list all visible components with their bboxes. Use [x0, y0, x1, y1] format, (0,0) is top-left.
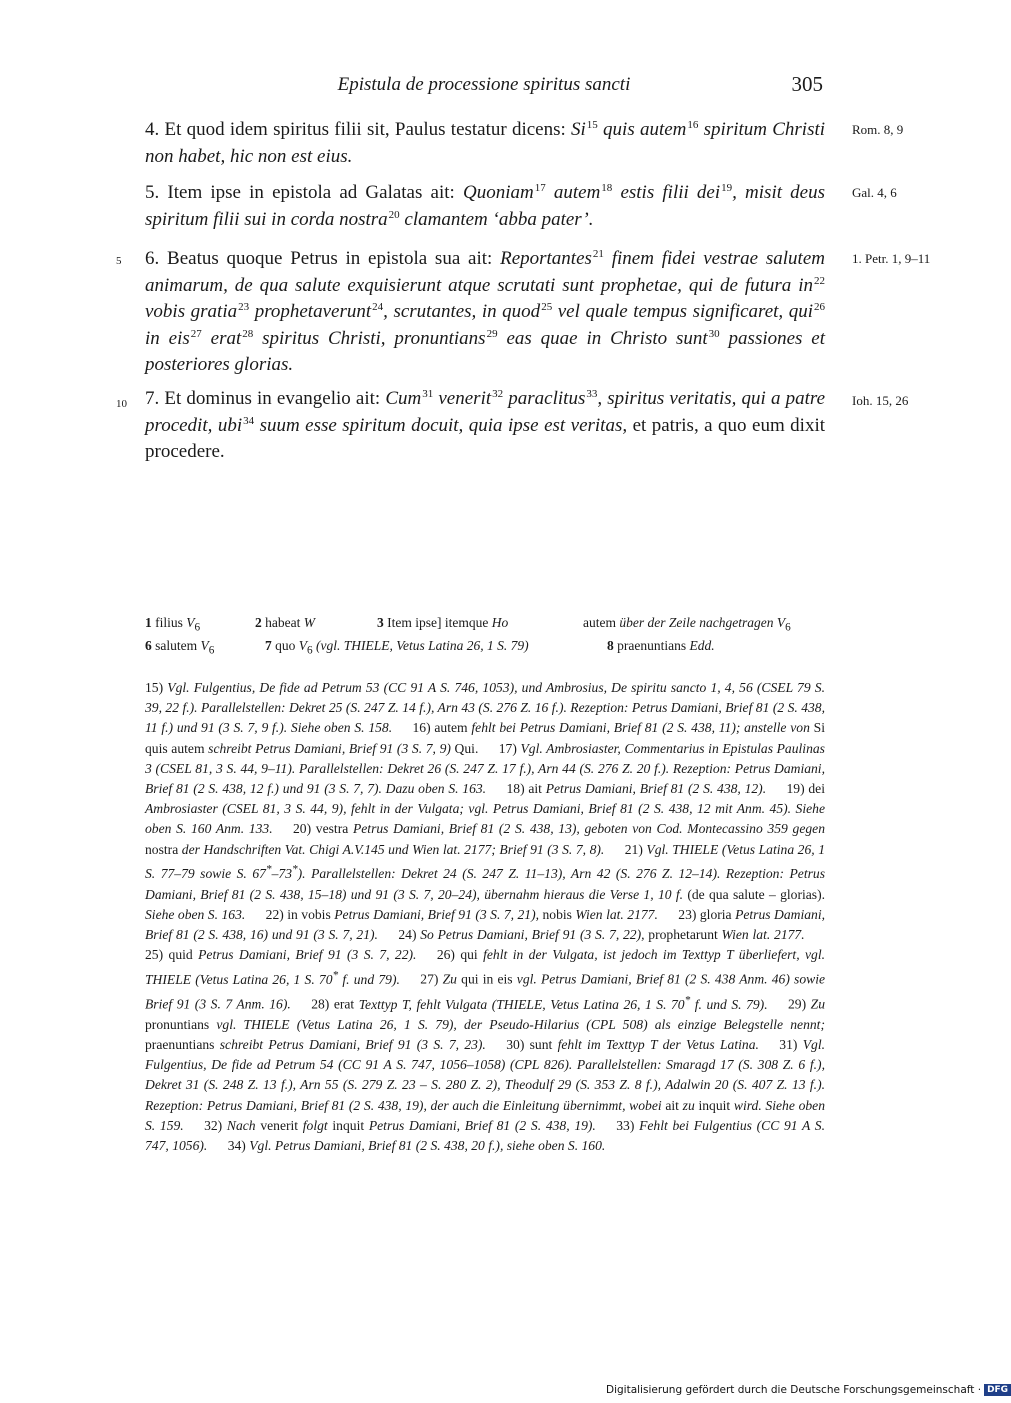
footnote-marker: 15	[586, 119, 598, 131]
critical-apparatus	[145, 614, 835, 659]
apparatus-entry: 6 salutem $V_6$	[145, 637, 215, 657]
page-number: 305	[791, 72, 823, 96]
apparatus-line	[145, 637, 835, 660]
footnote-marker: 25	[541, 301, 553, 313]
footer-credit	[606, 1384, 1011, 1396]
footnote-marker: 17	[534, 182, 546, 194]
line-number-10: 10	[116, 398, 127, 410]
footnote-marker: 32	[492, 388, 504, 400]
margin-ref-petr: 1. Petr. 1, 9–11	[852, 251, 931, 266]
paragraph-6: 6. Beatus quoque Petrus in epistola sua ait: Reportantes$^{21}$ finem fidei vestrae salutem animarum, de qua salute exquisierunt atque scrutati sunt prophetae, qui de futura $in^{22}$ vobis gratia$^{23}$ prophetaverunt$^{24}$, scrutantes, in quod$^{25}$ vel quale tempus significaret, qui$^{26}$ in eis$^{27}$ erat$^{28}$ spiritus Christi, pronuntians$^{29}$ eas quae in Christo sunt$^{30}$ passiones et posteriores glorias.	[145, 248, 826, 375]
apparatus-entry: 1 filius $V_6$	[145, 615, 201, 634]
apparatus-entry: 2 habeat W	[255, 615, 315, 630]
footer-credit-text: Digitalisierung gefördert durch die Deutsche Forschungsgemeinschaft ·	[606, 1384, 982, 1396]
footnote-marker: 23	[238, 301, 250, 313]
footnote-marker: *	[684, 994, 691, 1007]
footnote-marker: 31	[422, 388, 434, 400]
footnote-marker: 21	[592, 248, 604, 260]
footnote-marker: 30	[708, 327, 720, 340]
footnote-marker: 20	[388, 208, 400, 221]
footnote-marker: 18	[601, 182, 613, 194]
margin-ref-rom: Rom. 8, 9	[852, 122, 904, 137]
footnote-marker: 24	[372, 301, 384, 313]
footnote-marker: 27	[190, 327, 202, 340]
footnote-marker: 29	[486, 327, 498, 340]
margin-ref-gal: Gal. 4, 6	[852, 185, 897, 200]
footnote-marker: 19	[721, 182, 733, 194]
footnote-marker: 28	[242, 327, 254, 340]
running-head	[145, 72, 823, 100]
dfg-logo: DFG	[984, 1384, 1011, 1396]
apparatus-entry: 8 praenuntians Edd.	[607, 637, 715, 653]
footnote-marker: 34	[243, 414, 255, 427]
footnote-marker: *	[291, 863, 298, 876]
paragraph-5: 5. Item ipse in epistola ad Galatas ait: Quoniam$^{17}$ autem$^{18}$ estis filii dei$^{19}$, misit deus spiritum filii sui in corda nostra$^{20}$ clamantem ‘abba pater’.	[145, 182, 825, 230]
apparatus-entry: autem über der Zeile nachgetragen $V_6$	[583, 615, 791, 634]
footnote-marker: 16	[687, 119, 699, 131]
apparatus-entry: 3 Item ipse] itemque Ho	[377, 615, 509, 630]
footnote-marker: *	[265, 863, 272, 876]
footnote-marker: 33	[586, 388, 598, 400]
footnotes: 15) Vgl. Fulgentius, De fide ad Petrum 53 (CC 91 A S. 746, 1053), und Ambrosius, De spiritu sancto 1, 4, 56 (CSEL 79 S. 39, 22 f.). Parallelstellen: Dekret 25 (S. 247 Z. 14 f.), Arn 43 (S. 276 Z. 16 f.). Rezeption: Petrus Damiani, Brief 81 (2 S. 438, 11 f.) und 91 (3 S. 7, 9 f.). Siehe oben S. 158. 16) autem fehlt bei Petrus Damiani, Brief 81 (2 S. 438, 11); anstelle von Si quis autem schreibt Petrus Damiani, Brief 91 (3 S. 7, 9) Qui. 17) Vgl. Ambrosiaster, Commentarius in Epistulas Paulinas 3 (CSEL 81, 3 S. 44, 9–11). Parallelstellen: Dekret 26 (S. 247 Z. 17 f.), Arn 44 (S. 276 Z. 20 f.). Rezeption: Petrus Damiani, Brief 81 (2 S. 438, 12 f.) und 91 (3 S. 7, 7). Dazu oben S. 163. 18) ait Petrus Damiani, Brief 81 (2 S. 438, 12). 19) dei Ambrosiaster (CSEL 81, 3 S. 44, 9), fehlt in der Vulgata; vgl. Petrus Damiani, Brief 81 (2 S. 438, 12 mit Anm. 45). Siehe oben S. 160 Anm. 133. 20) vestra Petrus Damiani, Brief 81 (2 S. 438, 13), geboten von Cod. Montecassino 359 gegen nostra der Handschriften Vat. Chigi A.V.145 und Wien lat. 2177; Brief 91 (3 S. 7, 8). 21) Vgl. THIELE (Vetus Latina 26, 1 S. 77–79 sowie S. 67*–73*). Parallelstellen: Dekret 24 (S. 247 Z. 11–13), Arn 42 (S. 276 Z. 12–14). Rezeption: Petrus Damiani, Brief 81 (2 S. 438, 15–18) und 91 (3 S. 7, 20–24), übernahm hieraus die Verse 1, 10 f. (de qua salute – glorias). Siehe oben S. 163. 22) in vobis Petrus Damiani, Brief 91 (3 S. 7, 21), nobis Wien lat. 2177. 23) gloria Petrus Damiani, Brief 81 (2 S. 438, 16) und 91 (3 S. 7, 21). 24) So Petrus Damiani, Brief 91 (3 S. 7, 22), prophetarunt Wien lat. 2177. 25) quid Petrus Damiani, Brief 91 (3 S. 7, 22). 26) qui fehlt in der Vulgata, ist jedoch im Texttyp T überliefert, vgl. THIELE (Vetus Latina 26, 1 S. 70* f. und 79). 27) Zu qui in eis vgl. Petrus Damiani, Brief 81 (2 S. 438 Anm. 46) sowie Brief 91 (3 S. 7 Anm. 16). 28) erat Texttyp T, fehlt Vulgata (THIELE, Vetus Latina 26, 1 S. 70* f. und S. 79). 29) Zu pronuntians vgl. THIELE (Vetus Latina 26, 1 S. 79), der Pseudo-Hilarius (CPL 508) als einzige Belegstelle nennt; praenuntians schreibt Petrus Damiani, Brief 91 (3 S. 7, 23). 30) sunt fehlt im Texttyp T der Vetus Latina. 31) Vgl. Fulgentius, De fide ad Petrum 54 (CC 91 A S. 747, 1056–1058) (CPL 826). Parallelstellen: Smaragd 17 (S. 308 Z. 6 f.), Dekret 31 (S. 248 Z. 13 f.), Arn 55 (S. 279 Z. 23 – S. 280 Z. 2), Theodulf 29 (S. 353 Z. 8 f.), Adalwin 20 (S. 407 Z. 13 f.). Rezeption: Petrus Damiani, Brief 81 (2 S. 438, 19), der auch die Einleitung übernimmt, wobei ait zu inquit wird. Siehe oben S. 159. 32) Nach venerit folgt inquit Petrus Damiani, Brief 81 (2 S. 438, 19). 33) Fehlt bei Fulgentius (CC 91 A S. 747, 1056). 34) Vgl. Petrus Damiani, Brief 81 (2 S. 438, 20 f.), siehe oben S. 160.	[145, 680, 826, 1154]
margin-ref-ioh: Ioh. 15, 26	[852, 393, 909, 408]
apparatus-entry: 7 quo $V_6$ (vgl. THIELE, Vetus Latina 26, 1 S. 79)	[265, 637, 529, 657]
paragraph-7: 7. Et dominus in evangelio ait: Cum$^{31}$ venerit$^{32}$ paraclitus$^{33}$, spiritus veritatis, qui a patre procedit, ubi$^{34}$ suum esse spiritum docuit, quia ipse est veritas, et patris, a quo eum dixit procedere.	[145, 388, 826, 462]
apparatus-line	[145, 614, 835, 637]
running-title: Epistula de processione spiritus sancti	[337, 74, 631, 95]
line-number-5: 5	[116, 255, 122, 267]
footnote-marker: 26	[814, 301, 826, 313]
footnote-marker: 22	[814, 274, 825, 287]
footnote-marker: *	[332, 969, 339, 982]
paragraph-4: 4. Et quod idem spiritus filii sit, Paulus testatur dicens: Si$^{15}$ quis autem$^{16}$ spiritum Christi non habet, hic non est eius.	[145, 119, 826, 167]
